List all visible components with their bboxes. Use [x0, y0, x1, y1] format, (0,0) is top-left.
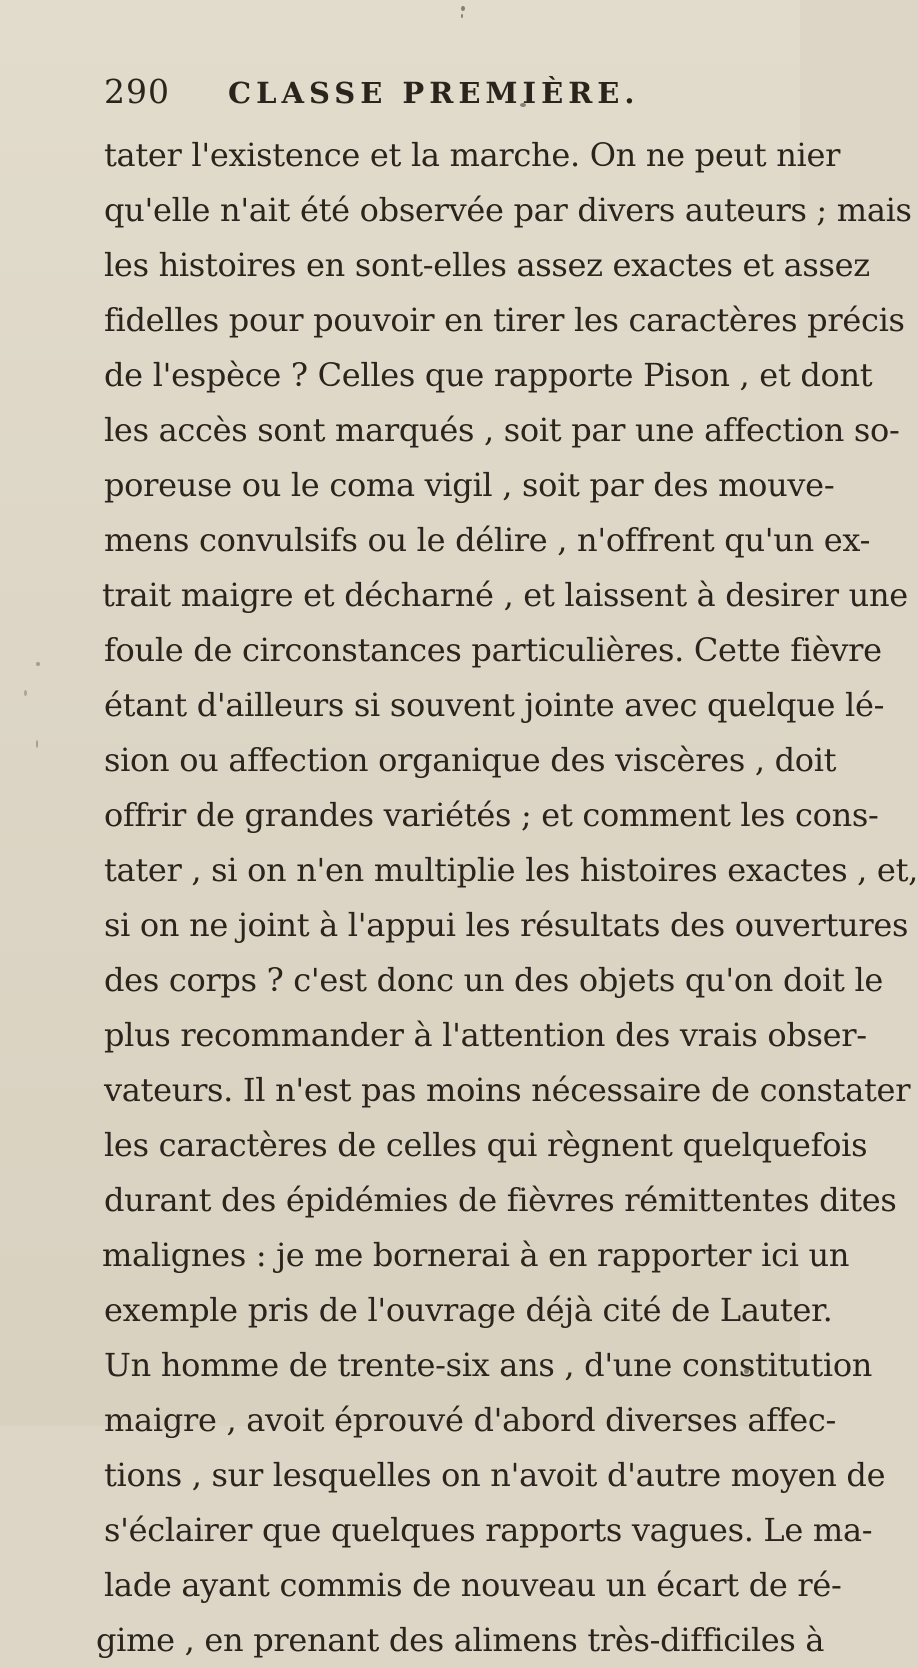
text-line: tater l'existence et la marche. On ne peut nier — [104, 136, 841, 174]
text-line: de l'espèce ? Celles que rapporte Pison , et dont — [104, 356, 873, 394]
text-line: étant d'ailleurs si souvent jointe avec quelque lé- — [104, 686, 885, 724]
text-line: tions , sur lesquelles on n'avoit d'autre moyen de — [104, 1456, 886, 1494]
text-line: maigre , avoit éprouvé d'abord diverses affec- — [104, 1401, 837, 1439]
text-line: tater , si on n'en multiplie les histoires exactes , et, — [104, 851, 918, 889]
ink-speck — [36, 662, 40, 666]
body-text — [96, 128, 918, 1668]
text-line: des corps ? c'est donc un des objets qu'on doit le — [104, 961, 884, 999]
text-line: les accès sont marqués , soit par une affection so- — [104, 411, 900, 449]
text-line: malignes : je me bornerai à en rapporter ici un — [102, 1236, 850, 1274]
ink-speck — [461, 14, 463, 18]
text-line: si on ne joint à l'appui les résultats des ouvertures — [104, 906, 909, 944]
page-number: 290 — [104, 72, 170, 111]
text-line: durant des épidémies de fièvres rémittentes dites — [104, 1181, 897, 1219]
text-line: fidelles pour pouvoir en tirer les caractères précis — [104, 301, 905, 339]
text-line: offrir de grandes variétés ; et comment les cons- — [104, 796, 879, 834]
text-line: exemple pris de l'ouvrage déjà cité de Lauter. — [104, 1291, 833, 1329]
ink-speck — [24, 690, 27, 696]
text-line: mens convulsifs ou le délire , n'offrent qu'un ex- — [104, 521, 871, 559]
text-line: Un homme de trente-six ans , d'une constitution — [104, 1346, 873, 1384]
text-line: trait maigre et décharné , et laissent à desirer une — [102, 576, 908, 614]
text-line: foule de circonstances particulières. Cette fièvre — [104, 631, 882, 669]
running-head: CLASSE PREMIÈRE. — [228, 76, 640, 110]
text-line: vateurs. Il n'est pas moins nécessaire de constater — [104, 1071, 911, 1109]
text-line: sion ou affection organique des viscères , doit — [104, 741, 837, 779]
text-line: poreuse ou le coma vigil , soit par des mouve- — [104, 466, 835, 504]
text-line: les histoires en sont-elles assez exactes et assez — [104, 246, 870, 284]
text-line: s'éclairer que quelques rapports vagues. Le ma- — [104, 1511, 873, 1549]
text-line: gime , en prenant des alimens très-difficiles à — [96, 1621, 825, 1659]
text-line: plus recommander à l'attention des vrais obser- — [104, 1016, 867, 1054]
text-line: lade ayant commis de nouveau un écart de ré- — [104, 1566, 842, 1604]
text-line: qu'elle n'ait été observée par divers auteurs ; mais — [104, 191, 912, 229]
text-line: les caractères de celles qui règnent quelquefois — [104, 1126, 868, 1164]
ink-speck — [461, 6, 465, 11]
ink-speck — [36, 740, 38, 748]
page-header — [104, 66, 704, 122]
